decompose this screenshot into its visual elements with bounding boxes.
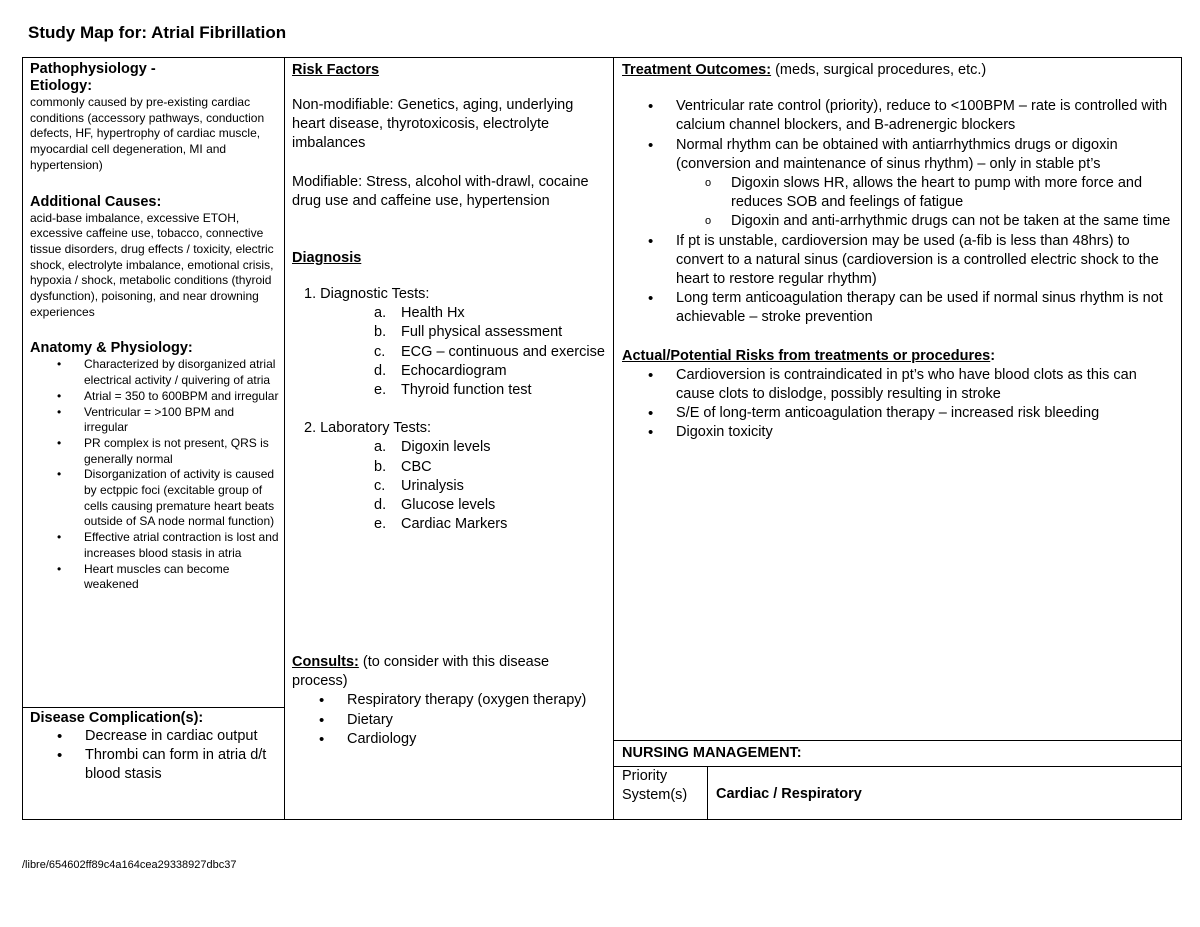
complication-divider: [22, 707, 285, 708]
column-divider-1: [284, 57, 285, 820]
etiology-heading: Etiology:: [30, 78, 93, 94]
list-item: o Digoxin and anti-arrhythmic drugs can not be taken at the same time: [622, 212, 1174, 231]
document-path-footer: /libre/654602ff89c4a164cea29338927dbc37: [22, 859, 237, 871]
priority-systems-value: Cardiac / Respiratory: [716, 786, 862, 802]
digoxin-sub-list: [622, 174, 1174, 232]
risk-factors-section: [292, 61, 608, 534]
list-item: • Respiratory therapy (oxygen therapy): [292, 691, 608, 710]
laboratory-tests-list: [292, 438, 608, 534]
list-item: b. CBC: [374, 458, 432, 475]
list-item: • Digoxin toxicity: [622, 423, 1174, 442]
consults-note: (to consider with this disease process): [292, 654, 550, 690]
consults-section: [292, 653, 608, 749]
list-item: • Effective atrial contraction is lost and increases blood stasis in atria: [30, 530, 280, 561]
risks-list: [622, 366, 1174, 443]
list-item: d. Glucose levels: [374, 497, 496, 514]
list-item: c. Urinalysis: [374, 477, 464, 494]
list-item: • Ventricular rate control (priority), reduce to <100BPM – rate is controlled with calcium channel blockers, and B-adrenergic blockers: [622, 97, 1174, 135]
treatment-list-continued: [622, 232, 1174, 328]
complications-heading: Disease Complication(s):: [30, 710, 204, 726]
modifiable-text: Modifiable: Stress, alcohol with-drawl, cocaine drug use and caffeine use, hypertension: [292, 173, 589, 209]
list-item: • If pt is unstable, cardioversion may be used (a-fib is less than 48hrs) to convert to a natural sinus (cardioversion is a controlled electric shock to the heart to restore regular rhythm): [622, 232, 1174, 290]
list-item: • Cardiology: [292, 730, 608, 749]
list-item: • Ventricular = >100 BPM and irregular: [30, 405, 280, 436]
treatment-note: (meds, surgical procedures, etc.): [771, 62, 987, 78]
list-item: • Disorganization of activity is caused by ectppic foci (excitable group of cells causing premature heart beats outside of SA node normal function): [30, 467, 280, 530]
consults-heading: Consults:: [292, 654, 359, 670]
list-item: e. Thyroid function test: [374, 382, 532, 399]
complications-section: [30, 710, 280, 785]
risks-paragraph: Actual/Potential Risks from treatments or procedures:: [622, 347, 996, 364]
pathophysiology-section: [30, 61, 280, 593]
anatomy-list: [30, 357, 280, 593]
column-divider-2: [613, 57, 614, 820]
list-item: • Heart muscles can become weakened: [30, 562, 280, 593]
list-item: • Characterized by disorganized atrial electrical activity / quivering of atria: [30, 357, 280, 388]
list-item: • S/E of long-term anticoagulation therapy – increased risk bleeding: [622, 404, 1174, 423]
list-item: • Cardioversion is contraindicated in pt’s who have blood clots as this can cause clots to dislodge, possibly resulting in stroke: [622, 366, 1174, 404]
priority-divider: [707, 766, 708, 820]
diagnostic-tests-list: [292, 304, 608, 400]
diagnosis-heading: Diagnosis: [292, 250, 362, 267]
consults-list: [292, 691, 608, 749]
treatment-list: [622, 97, 1174, 174]
treatment-paragraph: [622, 61, 1174, 80]
list-item: • Thrombi can form in atria d/t blood stasis: [30, 746, 280, 784]
list-item: • PR complex is not present, QRS is generally normal: [30, 436, 280, 467]
nursing-divider-top: [613, 740, 1182, 741]
list-item: • Atrial = 350 to 600BPM and irregular: [30, 389, 280, 405]
complications-list: [30, 727, 280, 785]
list-item: o Digoxin slows HR, allows the heart to pump with more force and reduces SOB and feelings of fatigue: [622, 174, 1174, 212]
nursing-management-heading: NURSING MANAGEMENT:: [622, 745, 802, 761]
anatomy-heading: Anatomy & Physiology:: [30, 340, 193, 357]
list-item: b. Full physical assessment: [374, 324, 563, 341]
list-item: a. Health Hx: [374, 305, 465, 322]
page-title: Study Map for: Atrial Fibrillation: [28, 23, 287, 42]
treatment-heading: Treatment Outcomes:: [622, 62, 772, 78]
additional-causes-text: acid-base imbalance, excessive ETOH, excessive caffeine use, tobacco, connective tissue disorders, drug effects / toxicity, electric shock, electrolyte imbalance, emotional crisis, hypoxia / shock, metabolic conditions (thyroid dysfunction), poisoning, and near drowning experiences: [30, 210, 274, 319]
risk-factors-heading: Risk Factors: [292, 62, 380, 78]
treatment-section: [622, 61, 1174, 442]
list-item: • Normal rhythm can be obtained with antiarrhythmics drugs or digoxin (conversion and maintenance of sinus rhythm) – only in stable pt’s: [622, 136, 1174, 174]
consults-paragraph: [292, 653, 608, 691]
priority-systems-label: Priority System(s): [622, 768, 688, 804]
laboratory-tests-heading: 2. Laboratory Tests:: [304, 420, 432, 437]
list-item: a. Digoxin levels: [374, 439, 491, 456]
etiology-text: commonly caused by pre-existing cardiac conditions (accessory pathways, conduction defects, HF, hypertrophy of cardiac muscle, myocardial cell degeneration, MI and hypertension): [30, 95, 265, 172]
list-item: c. ECG – continuous and exercise: [374, 343, 605, 360]
pathophysiology-heading: Pathophysiology -: [30, 61, 156, 77]
list-item: • Dietary: [292, 711, 608, 730]
diagnostic-tests-heading: 1. Diagnostic Tests:: [304, 286, 430, 303]
list-item: • Decrease in cardiac output: [30, 727, 280, 746]
risks-heading: Actual/Potential Risks from treatments or procedures: [622, 347, 991, 364]
list-item: d. Echocardiogram: [374, 362, 507, 379]
list-item: e. Cardiac Markers: [374, 516, 508, 533]
additional-causes-heading: Additional Causes:: [30, 193, 162, 210]
list-item: • Long term anticoagulation therapy can be used if normal sinus rhythm is not achievable – stroke prevention: [622, 289, 1174, 327]
non-modifiable-text: Non-modifiable: Genetics, aging, underlying heart disease, thyrotoxicosis, electrolyte imbalances: [292, 97, 574, 152]
table-right-border: [1181, 57, 1182, 820]
